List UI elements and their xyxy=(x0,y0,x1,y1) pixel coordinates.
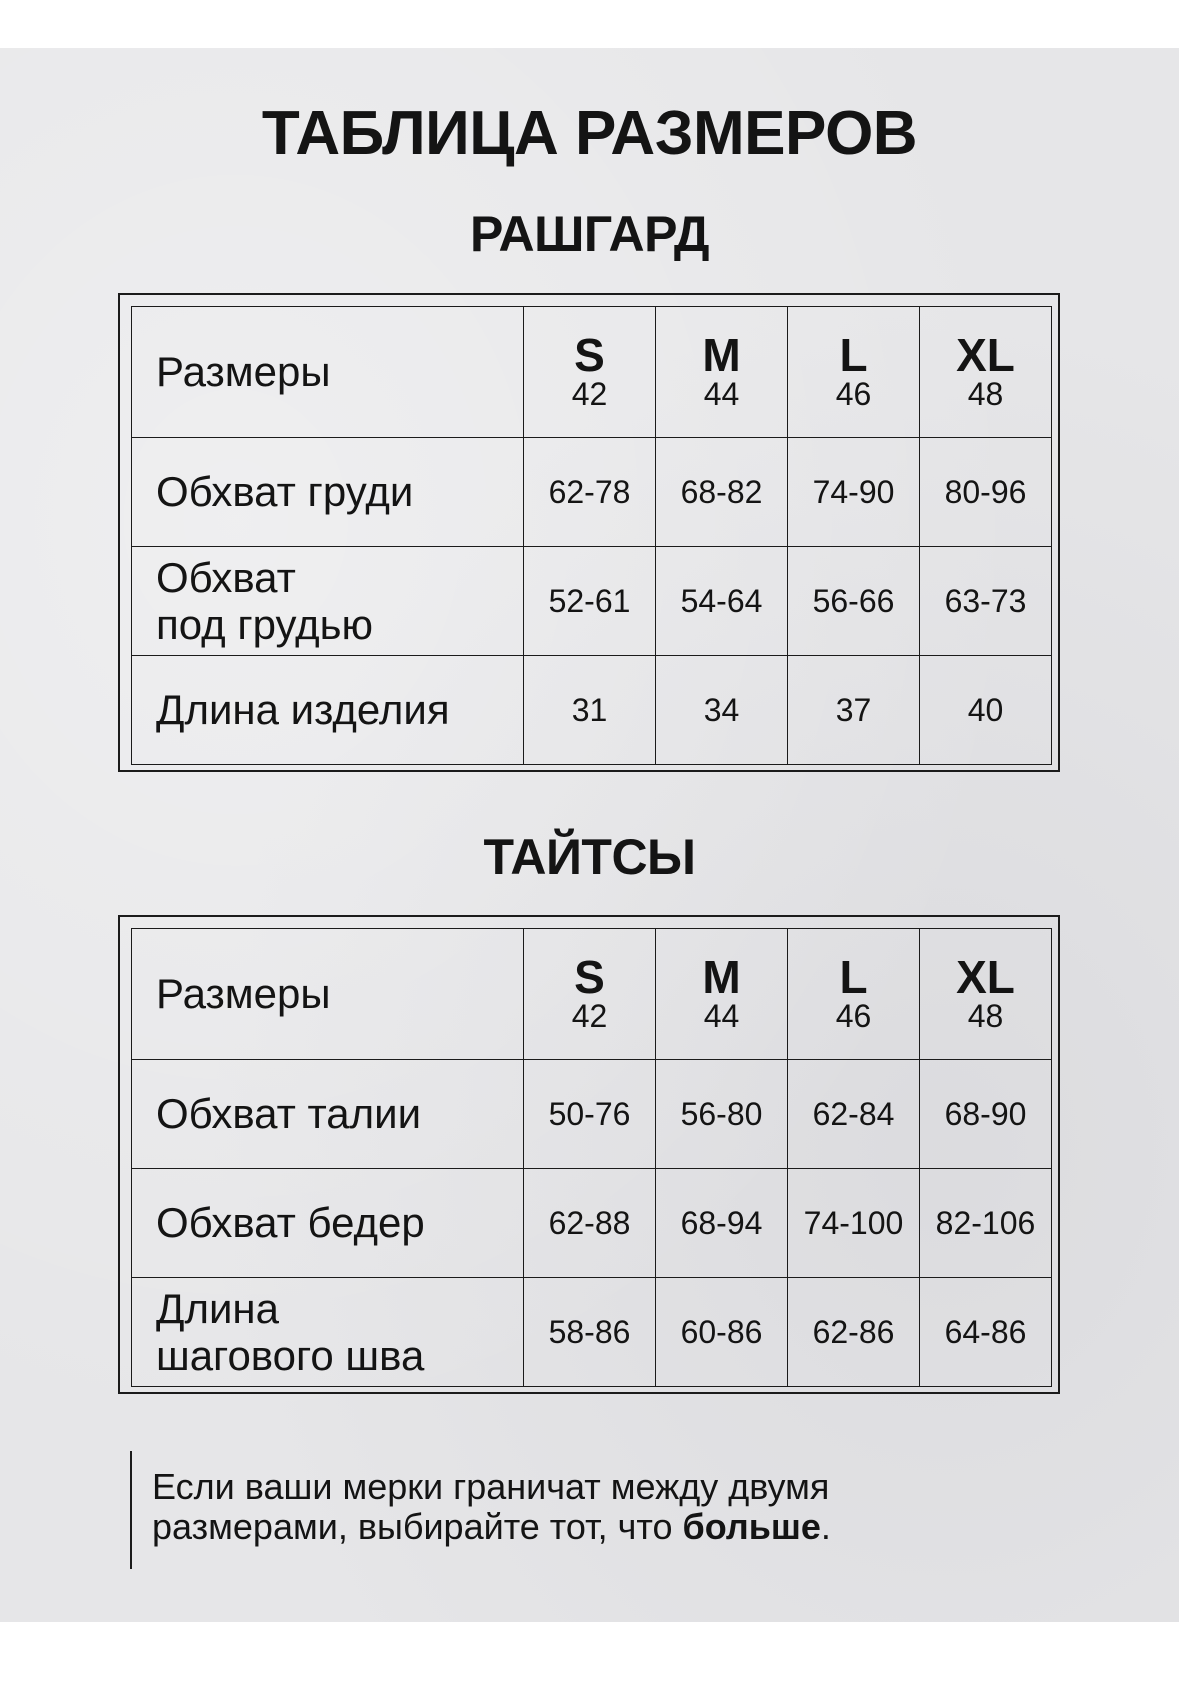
row-header-label: Размеры xyxy=(132,929,524,1060)
size-number: 42 xyxy=(571,376,608,413)
size-chart-sheet xyxy=(0,48,1179,1622)
size-column-m xyxy=(656,307,788,438)
row-label-line: шагового шва xyxy=(156,1332,425,1379)
table-row xyxy=(132,656,1052,765)
size-column-l xyxy=(788,307,920,438)
row-label xyxy=(132,1278,524,1387)
table-cell: 62-88 xyxy=(524,1169,656,1278)
note-line-2-end: . xyxy=(820,1506,831,1547)
size-letter: M xyxy=(702,951,741,1004)
tights-heading: ТАЙТСЫ xyxy=(483,829,696,885)
table-cell: 56-80 xyxy=(656,1060,788,1169)
size-letter: L xyxy=(839,329,868,382)
row-label-line: Длина изделия xyxy=(156,686,450,734)
row-label-line: Обхват xyxy=(156,553,296,601)
table-row xyxy=(132,438,1052,547)
size-number: 48 xyxy=(967,998,1004,1035)
size-letter: XL xyxy=(956,951,1015,1004)
table-cell: 31 xyxy=(524,656,656,765)
rashguard-size-table xyxy=(131,306,1052,765)
page-title: ТАБЛИЦА РАЗМЕРОВ xyxy=(261,99,918,168)
size-column-m xyxy=(656,929,788,1060)
table-cell: 80-96 xyxy=(920,438,1052,547)
size-column-l xyxy=(788,929,920,1060)
row-label-line: Обхват бедер xyxy=(156,1199,425,1247)
table-cell: 63-73 xyxy=(920,547,1052,656)
table-cell: 52-61 xyxy=(524,547,656,656)
size-column-xl xyxy=(920,929,1052,1060)
row-header-label: Размеры xyxy=(132,307,524,438)
size-column-xl xyxy=(920,307,1052,438)
size-number: 44 xyxy=(703,376,740,413)
size-number: 48 xyxy=(967,376,1004,413)
table-cell: 62-78 xyxy=(524,438,656,547)
note-emphasis: больше xyxy=(682,1506,821,1547)
tights-table-frame xyxy=(118,915,1060,1394)
table-cell: 82-106 xyxy=(920,1169,1052,1278)
size-number: 46 xyxy=(835,998,872,1035)
size-column-s xyxy=(524,307,656,438)
row-label-line: Длина xyxy=(156,1284,279,1332)
size-letter: L xyxy=(839,951,868,1004)
row-label xyxy=(132,656,524,765)
row-label xyxy=(132,1060,524,1169)
table-header-row xyxy=(132,307,1052,438)
table-cell: 68-94 xyxy=(656,1169,788,1278)
size-letter: M xyxy=(702,329,741,382)
table-cell: 74-100 xyxy=(788,1169,920,1278)
size-letter: XL xyxy=(956,329,1015,382)
note-line-1: Если ваши мерки граничат между двумя xyxy=(152,1466,830,1507)
table-cell: 68-90 xyxy=(920,1060,1052,1169)
row-label-line: под грудью xyxy=(156,601,374,648)
rashguard-table-frame xyxy=(118,293,1060,772)
size-letter: S xyxy=(574,329,605,382)
sizing-advice-note xyxy=(130,1451,1012,1569)
table-row xyxy=(132,1169,1052,1278)
table-cell: 74-90 xyxy=(788,438,920,547)
size-number: 46 xyxy=(835,376,872,413)
tights-size-table xyxy=(131,928,1052,1387)
table-cell: 54-64 xyxy=(656,547,788,656)
table-cell: 68-82 xyxy=(656,438,788,547)
row-label xyxy=(132,547,524,656)
row-label xyxy=(132,1169,524,1278)
size-column-s xyxy=(524,929,656,1060)
size-letter: S xyxy=(574,951,605,1004)
size-number: 44 xyxy=(703,998,740,1035)
row-label xyxy=(132,438,524,547)
table-row xyxy=(132,1060,1052,1169)
table-cell: 62-84 xyxy=(788,1060,920,1169)
table-cell: 34 xyxy=(656,656,788,765)
table-cell: 50-76 xyxy=(524,1060,656,1169)
row-label-line: Обхват груди xyxy=(156,468,414,516)
table-cell: 40 xyxy=(920,656,1052,765)
size-number: 42 xyxy=(571,998,608,1035)
table-cell: 64-86 xyxy=(920,1278,1052,1387)
rashguard-heading: РАШГАРД xyxy=(470,206,709,262)
table-row xyxy=(132,547,1052,656)
table-cell: 62-86 xyxy=(788,1278,920,1387)
table-cell: 37 xyxy=(788,656,920,765)
row-label-line: Обхват талии xyxy=(156,1090,422,1138)
table-cell: 58-86 xyxy=(524,1278,656,1387)
note-text xyxy=(152,1467,1012,1547)
table-cell: 56-66 xyxy=(788,547,920,656)
note-line-2-start: размерами, выбирайте тот, что xyxy=(152,1506,683,1547)
table-row xyxy=(132,1278,1052,1387)
table-header-row xyxy=(132,929,1052,1060)
table-cell: 60-86 xyxy=(656,1278,788,1387)
